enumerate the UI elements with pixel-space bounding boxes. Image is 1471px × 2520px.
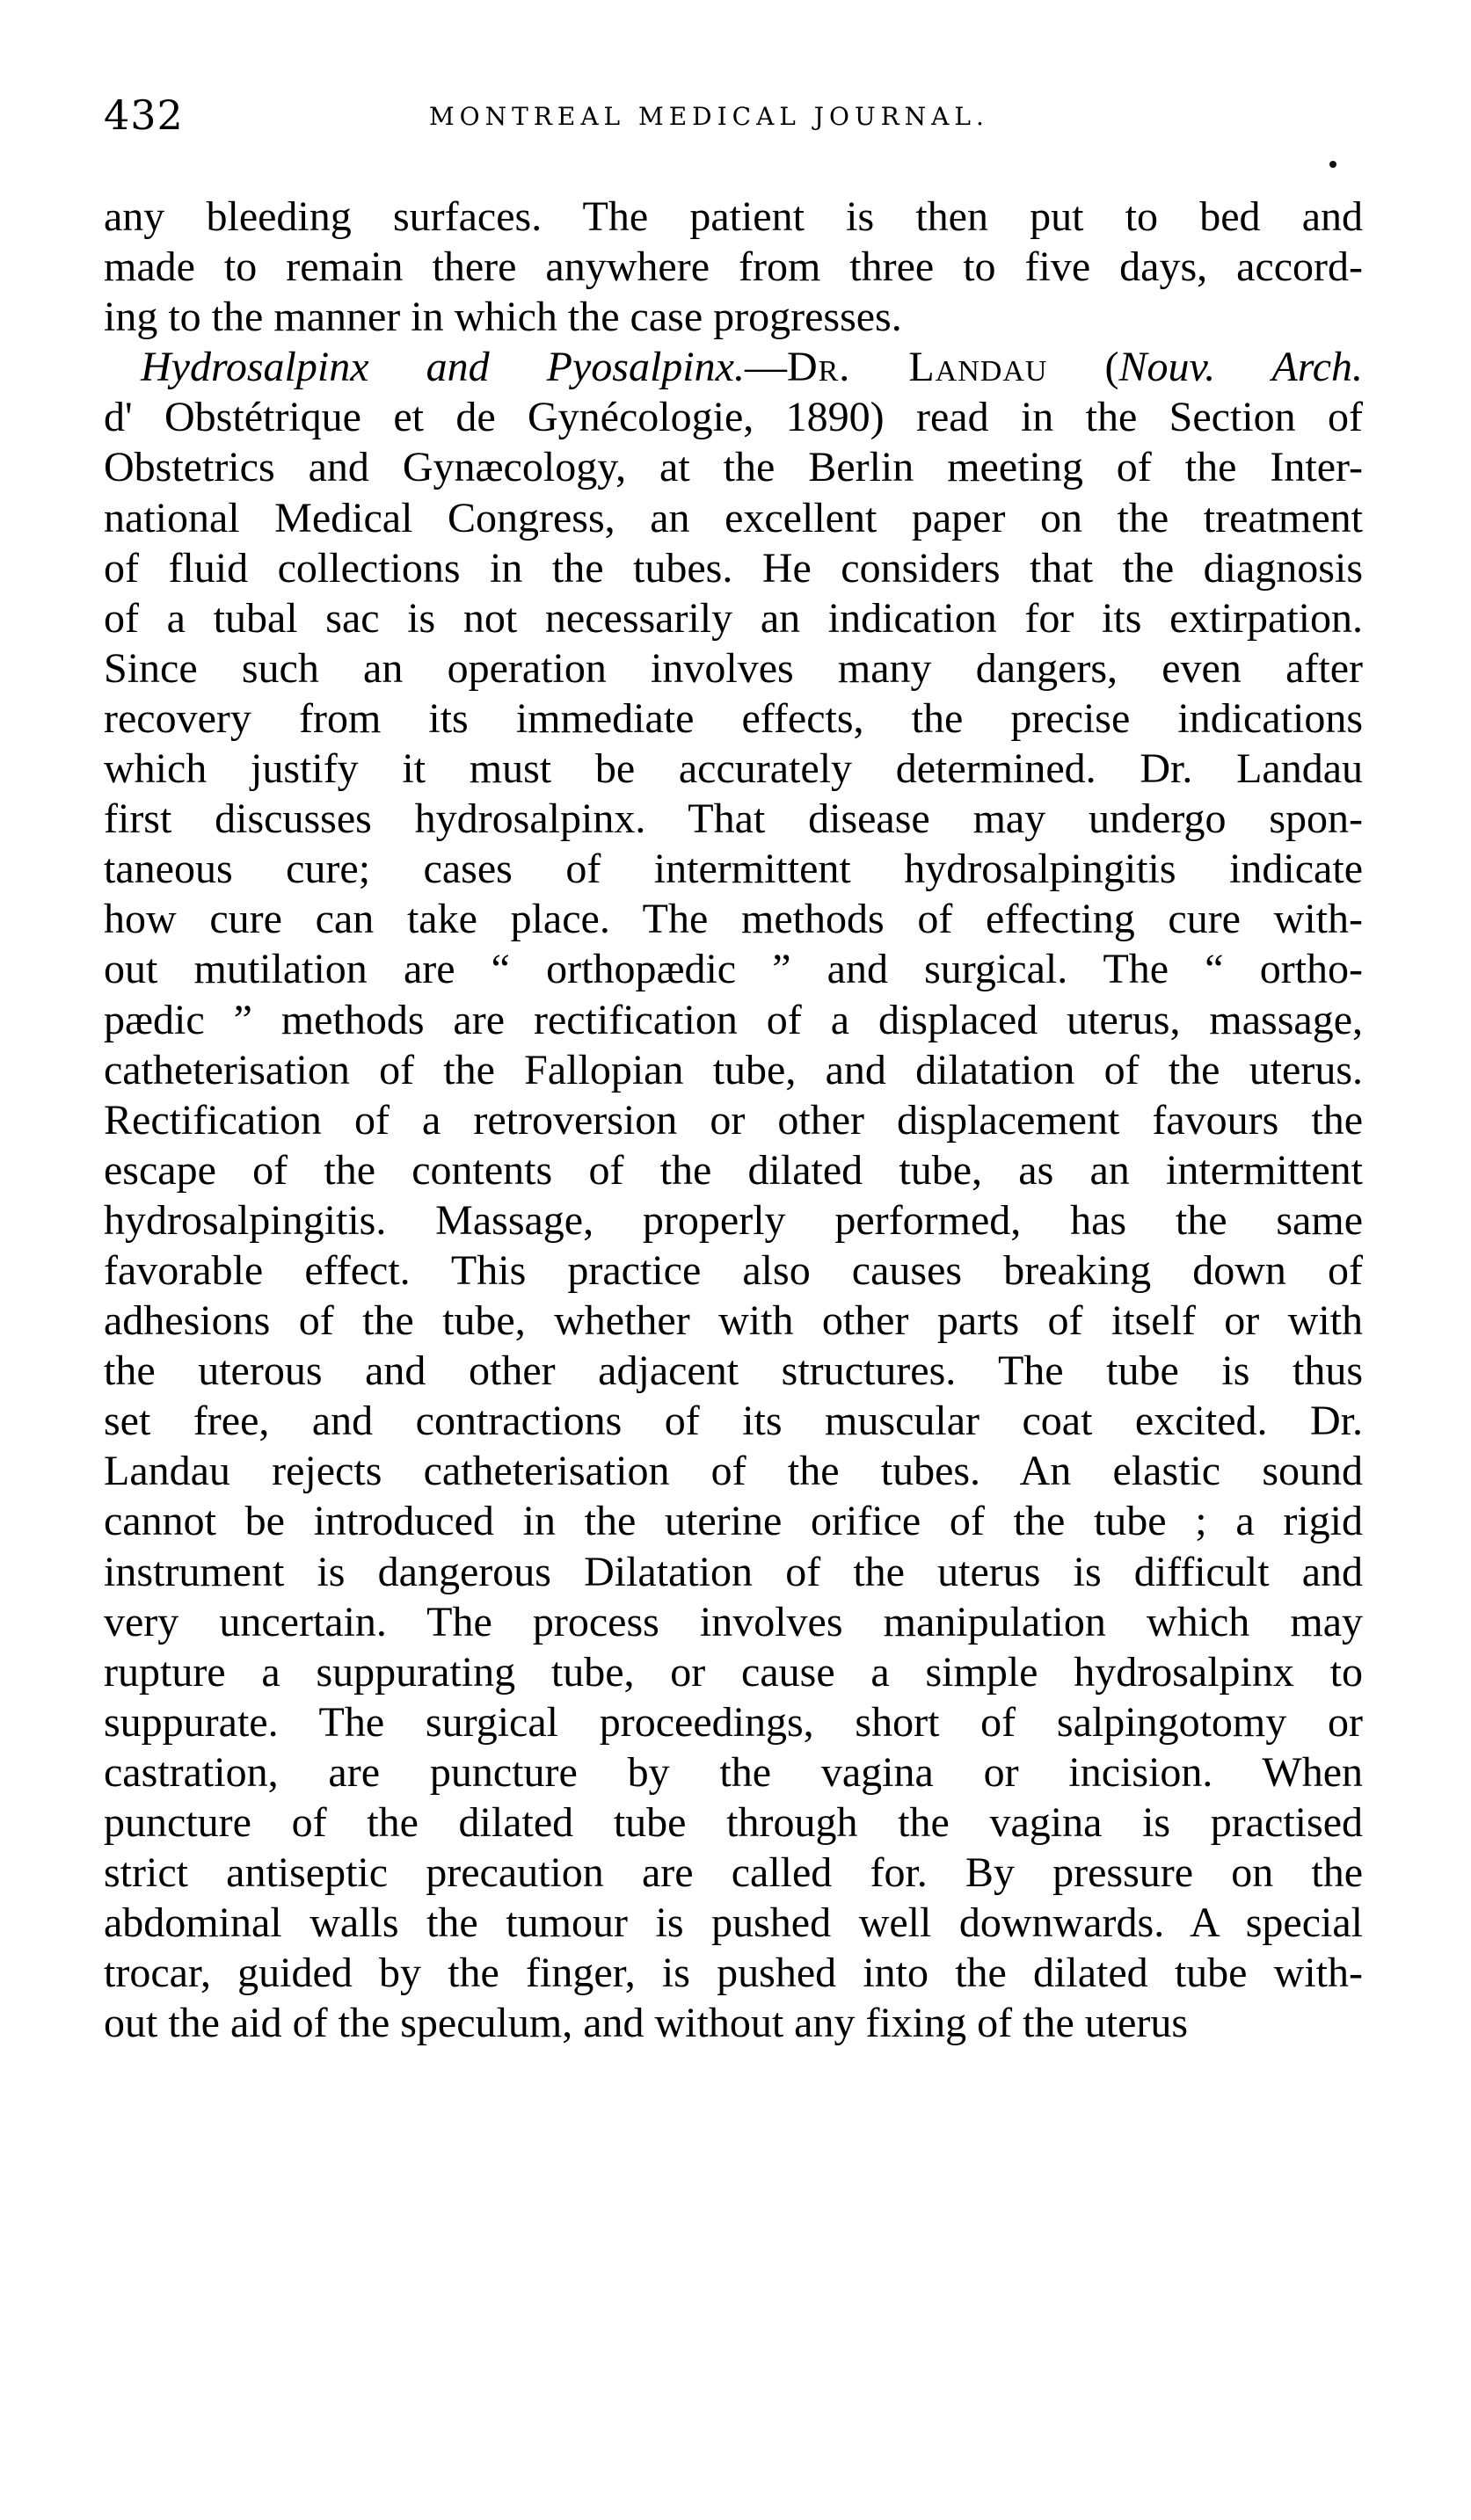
body-line: strict antiseptic precaution are called for. By pressure on the <box>104 1849 1363 1897</box>
body-line: instrument is dangerous Dilatation of the uterus is difficult and <box>104 1548 1363 1595</box>
body-line: Rectification of a retroversion or other displacement favours the <box>104 1096 1363 1144</box>
body-line: adhesions of the tube, whether with other parts of itself or with <box>104 1297 1363 1345</box>
body-line: recovery from its immediate effects, the precise indications <box>104 694 1363 742</box>
body-line: the uterous and other adjacent structures. The tube is thus <box>104 1347 1363 1395</box>
body-line: rupture a suppurating tube, or cause a simple hydrosalpinx to <box>104 1648 1363 1696</box>
section-heading-line <box>104 342 1363 392</box>
body-line: escape of the contents of the dilated tube, as an intermittent <box>104 1146 1363 1194</box>
source-open: ( <box>1047 344 1119 391</box>
author-name: Dr. Landau <box>786 344 1048 391</box>
body-line: suppurate. The surgical proceedings, short of salpingotomy or <box>104 1698 1363 1746</box>
page-number: 432 <box>104 91 184 139</box>
body-line: very uncertain. The process involves manipulation which may <box>104 1598 1363 1645</box>
body-line: how cure can take place. The methods of effecting cure with- <box>104 896 1363 943</box>
body-line: hydrosalpingitis. Massage, properly performed, has the same <box>104 1196 1363 1244</box>
page-header <box>104 91 1361 148</box>
article-body <box>104 192 1363 2048</box>
body-line: taneous cure; cases of intermittent hydrosalpingitis indicate <box>104 846 1363 893</box>
body-line: set free, and contractions of its muscular coat excited. Dr. <box>104 1398 1363 1445</box>
body-line: d' Obstétrique et de Gynécologie, 1890) read in the Section of <box>104 394 1363 441</box>
body-line: abdominal walls the tumour is pushed well downwards. A special <box>104 1899 1363 1947</box>
body-line: made to remain there anywhere from three to five days, accord- <box>104 243 1363 291</box>
body-line: which justify it must be accurately determined. Dr. Landau <box>104 745 1363 793</box>
ink-dot <box>1329 161 1336 168</box>
body-line: of fluid collections in the tubes. He considers that the diagnosis <box>104 544 1363 592</box>
body-line: ing to the manner in which the case progresses. <box>104 294 902 341</box>
body-line: Obstetrics and Gynæcology, at the Berlin meeting of the Inter- <box>104 444 1363 491</box>
body-line: favorable effect. This practice also causes breaking down of <box>104 1246 1363 1294</box>
source-title: Nouv. Arch. <box>1118 344 1363 391</box>
body-line: national Medical Congress, an excellent paper on the treatment <box>104 494 1363 541</box>
body-line: out the aid of the speculum, and without any fixing of the uterus <box>104 2000 1189 2047</box>
body-line: trocar, guided by the finger, is pushed into the dilated tube with- <box>104 1950 1363 1997</box>
body-line: cannot be introduced in the uterine orifice of the tube ; a rigid <box>104 1498 1363 1545</box>
body-line: out mutilation are “ orthopædic ” and surgical. The “ ortho- <box>104 946 1363 993</box>
body-line: of a tubal sac is not necessarily an indication for its extirpation. <box>104 594 1363 642</box>
body-line: Landau rejects catheterisation of the tubes. An elastic sound <box>104 1448 1363 1495</box>
body-line: any bleeding surfaces. The patient is then put to bed and <box>104 193 1363 240</box>
body-line: catheterisation of the Fallopian tube, and dilatation of the uterus. <box>104 1046 1363 1093</box>
body-line: puncture of the dilated tube through the vagina is practised <box>104 1799 1363 1846</box>
heading-dash: — <box>744 344 787 391</box>
body-line: castration, are puncture by the vagina or incision. When <box>104 1748 1363 1796</box>
running-head: MONTREAL MEDICAL JOURNAL. <box>429 102 989 131</box>
section-title: Hydrosalpinx and Pyosalpinx. <box>141 344 745 391</box>
body-line: pædic ” methods are rectification of a displaced uterus, massage, <box>104 996 1363 1043</box>
body-line: Since such an operation involves many dangers, even after <box>104 644 1363 692</box>
body-line: first discusses hydrosalpinx. That disease may undergo spon- <box>104 795 1363 843</box>
